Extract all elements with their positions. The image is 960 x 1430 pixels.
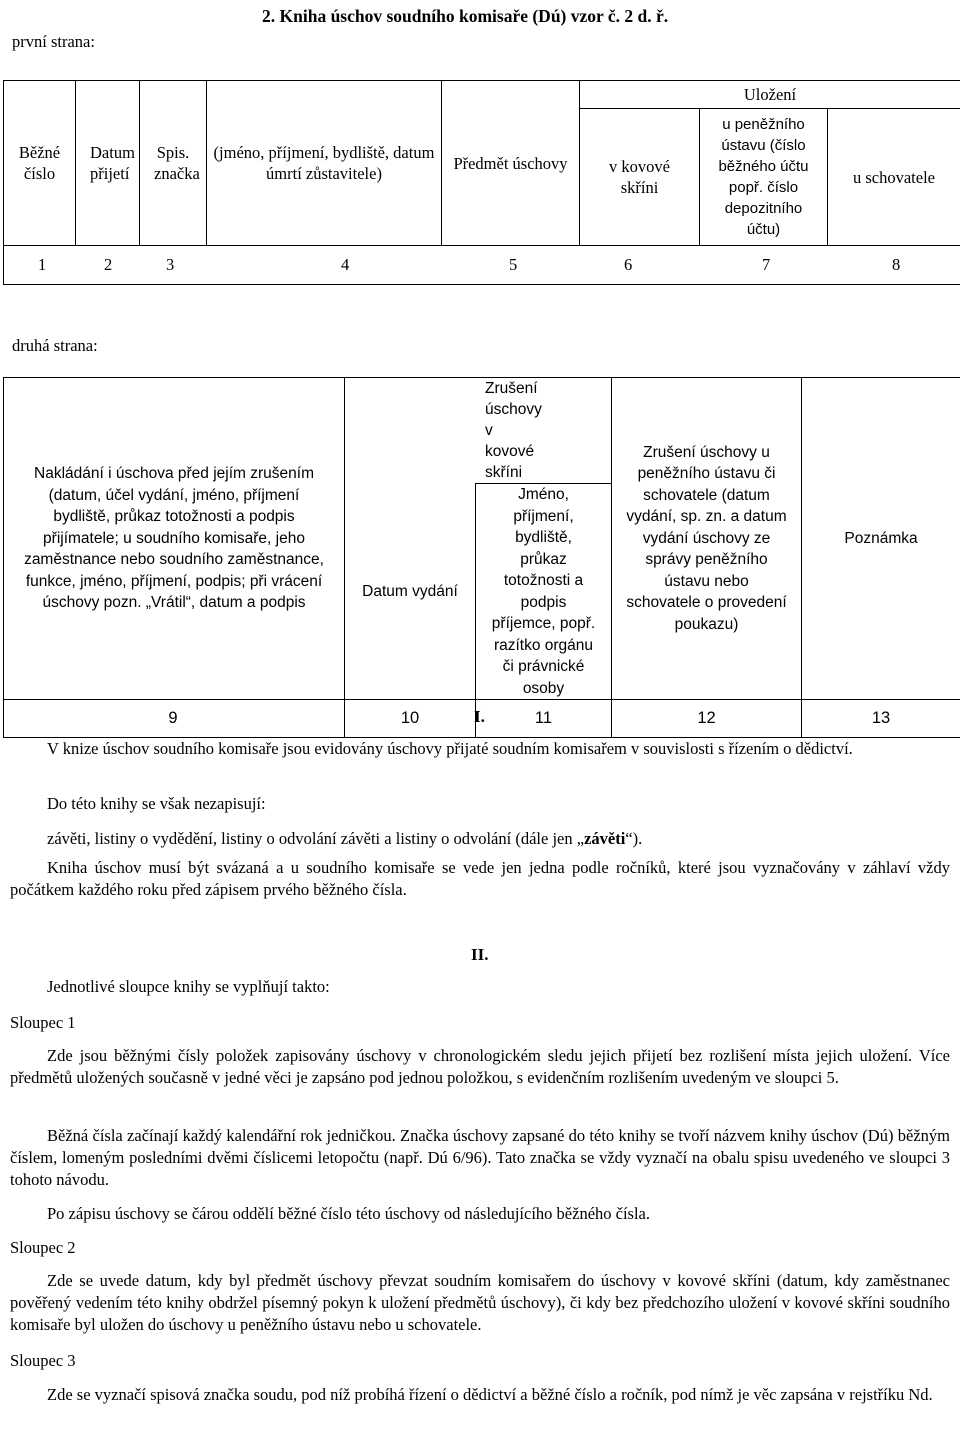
first-page-label: první strana: <box>12 32 95 51</box>
column-number: 3 <box>166 255 175 274</box>
sloupec1-paragraph: Zde jsou běžnými čísly položek zapisovány úschovy v chronologickém sledu jejich přijetí bez rozlišení místa jejich uložení. Více předmětů uložených současně v jedné věci je zapsáno pod jednou položkou, s evidenčním rozlišením uvedeným ve sloupci 5. <box>10 1046 950 1087</box>
header-nakladani: Nakládání i úschova před jejím zrušením (datum, účel vydání, jméno, příjmení bydliště, průkaz totožnosti a podpis přijímatele; u soudního komisaře, jeho zaměstnance nebo soudního zaměstnance, funkce, jméno, příjmení, podpis; při vrácení úschovy pozn. „Vrátil“, datum a podpis <box>4 378 345 700</box>
column-number: 13 <box>802 700 960 738</box>
section-heading-i: I. <box>474 707 485 726</box>
header-poznamka: Poznámka <box>802 378 960 700</box>
section-heading-ii: II. <box>471 945 489 964</box>
sloupec3-paragraph: Zde se vyznačí spisová značka soudu, pod níž probíhá řízení o dědictví a běžné číslo a ročník, pod nímž je věc zapsána v rejstříku Nd. <box>47 1385 933 1404</box>
column-number: 4 <box>341 255 350 274</box>
header-zruseni-kovova-skrin: Zrušení úschovy v kovové skříni <box>345 378 612 484</box>
column-number: 11 <box>476 700 612 738</box>
column-number: 7 <box>762 255 771 274</box>
header-spis-znacka: Spis. značka <box>140 81 207 246</box>
header-zustavitel: (jméno, příjmení, bydliště, datum úmrtí zůstavitele) <box>207 81 442 246</box>
header-datum-vydani: Datum vydání <box>345 484 476 700</box>
header-kovova-skrin: v kovové skříni <box>580 109 700 246</box>
second-page-label: druhá strana: <box>12 336 98 355</box>
sloupec1-paragraph: Běžná čísla začínají každý kalendářní rok jedničkou. Značka úschovy zapsané do této knihy se tvoří názvem knihy úschov (Dú) běžným číslem, lomeným posledními dvěmi číslicemi letopočtu (např. Dú 6/96). Tato značka se vždy vyznačí na obalu spisu uvedeného ve sloupci 3 tohoto návodu. <box>10 1126 950 1189</box>
column-number: 8 <box>892 255 901 274</box>
column-number: 1 <box>38 255 47 274</box>
column-number: 5 <box>509 255 518 274</box>
text-span: “). <box>625 829 643 848</box>
header-datum-prijeti: Datum přijetí <box>76 81 140 246</box>
sloupec2-paragraph: Zde se uvede datum, kdy byl předmět úschovy převzat soudním komisařem do úschovy v kovové skříni (datum, kdy zaměstnanec pověřený vedením této knihy obdržel písemný pokyn k uložení předmětů úschovy), či kdy bez předchozího uložení v kovové skříni soudního komisaře byl uložen do úschovy u peněžního ústavu nebo u schovatele. <box>10 1271 950 1334</box>
column-number: 10 <box>345 700 476 738</box>
header-bezne-cislo: Běžné číslo <box>4 81 76 246</box>
column-label-sloupec-3: Sloupec 3 <box>10 1351 76 1370</box>
section2-intro: Jednotlivé sloupce knihy se vyplňují takto: <box>47 977 330 996</box>
section1-paragraph: V knize úschov soudního komisaře jsou evidovány úschovy přijaté soudním komisařem v souvislosti s řízením o dědictví. <box>47 739 853 758</box>
column-number: 6 <box>624 255 633 274</box>
page1-table <box>3 80 960 285</box>
emphasis-zaveti: závěti <box>584 829 626 848</box>
header-zruseni-penezni-ustav: Zrušení úschovy u peněžního ústavu či schovatele (datum vydání, sp. zn. a datum vydání úschovy ze správy peněžního ústavu nebo schovatele o provedení poukazu) <box>612 378 802 700</box>
page2-table <box>3 377 960 738</box>
section1-paragraph: Kniha úschov musí být svázaná a u soudního komisaře se vede jen jedna podle ročníků, které jsou vyznačovány v záhlaví vždy počátkem každého roku před zápisem prvého běžného čísla. <box>10 858 950 899</box>
sloupec1-paragraph: Po zápisu úschovy se čárou oddělí běžné číslo této úschovy od následujícího běžného čísla. <box>47 1204 651 1223</box>
text-span: závěti, listiny o vydědění, listiny o odvolání závěti a listiny o odvolání (dále jen „ <box>47 829 585 848</box>
header-penezni-ustav: u peněžního ústavu (číslo běžného účtu popř. číslo depozitního účtu) <box>700 109 828 246</box>
column-number: 12 <box>612 700 802 738</box>
header-predmet-uschovy: Předmět úschovy <box>442 81 580 246</box>
section1-paragraph <box>10 828 950 850</box>
column-number: 9 <box>4 700 345 738</box>
column-numbers-row <box>4 246 960 285</box>
header-ulozeni: Uložení <box>580 81 960 109</box>
column-number: 2 <box>104 255 113 274</box>
header-u-schovatele: u schovatele <box>828 109 960 246</box>
header-prijemce: Jméno, příjmení, bydliště, průkaz totožnosti a podpis příjemce, popř. razítko orgánu či právnické osoby <box>476 484 612 700</box>
column-label-sloupec-1: Sloupec 1 <box>10 1013 76 1032</box>
document-title: 2. Kniha úschov soudního komisaře (Dú) vzor č. 2 d. ř. <box>262 6 669 26</box>
section1-paragraph: Do této knihy se však nezapisují: <box>47 794 266 813</box>
column-label-sloupec-2: Sloupec 2 <box>10 1238 76 1257</box>
